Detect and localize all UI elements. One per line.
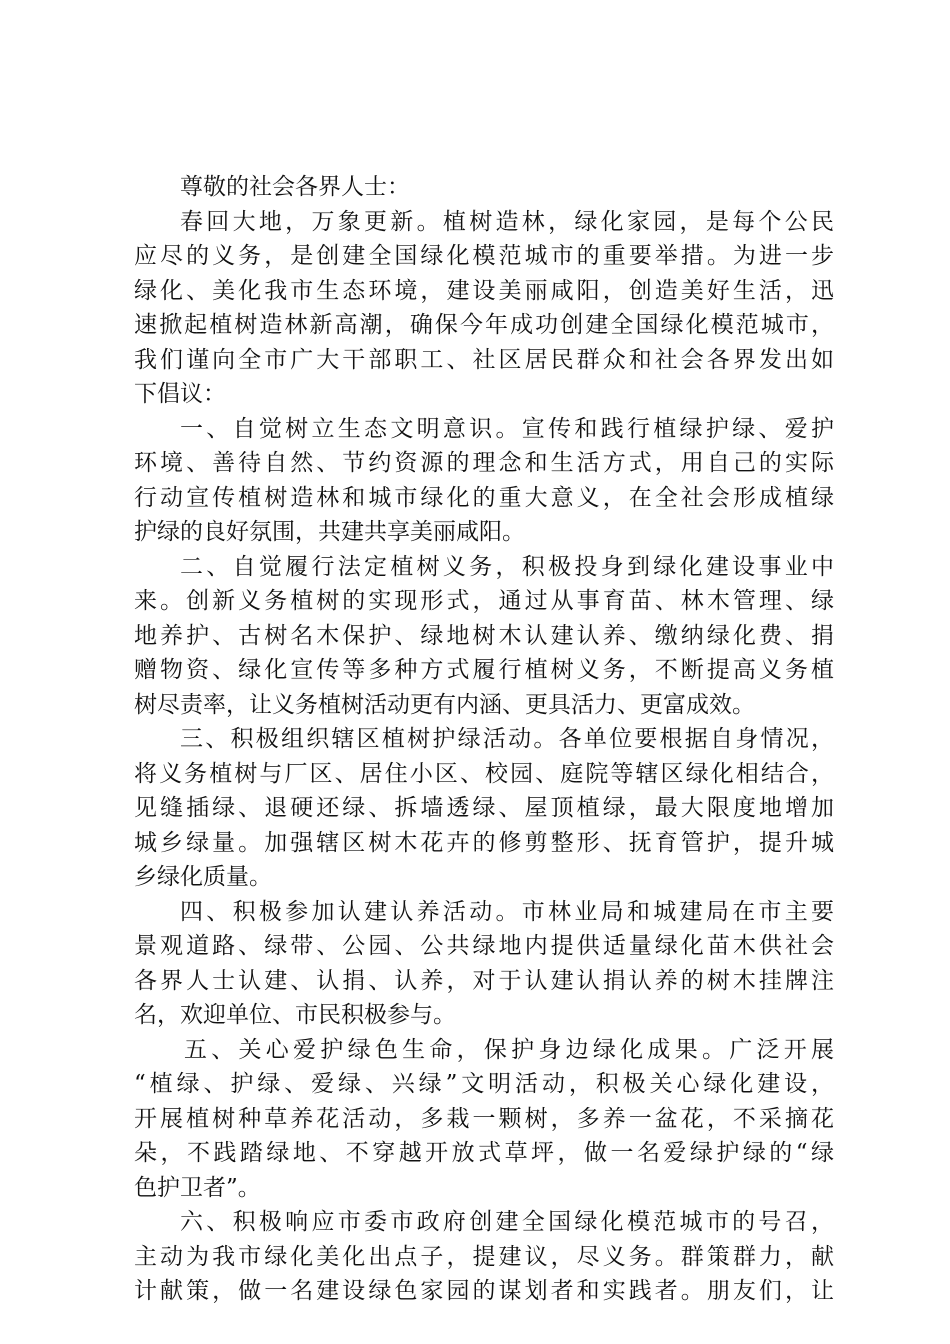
text-line: 见缝插绿、退硬还绿、拆墙透绿、屋顶植绿，最大限度地增加 (134, 795, 834, 821)
text-line: 五、关心爱护绿色生命，保护身边绿化成果。广泛开展 (184, 1036, 834, 1063)
text-line: 我们谨向全市广大干部职工、社区居民群众和社会各界发出如 (134, 346, 834, 373)
text-line: 计献策，做一名建设绿色家园的谋划者和实践者。朋友们，让 (134, 1278, 834, 1304)
text-line: 一、自觉树立生态文明意识。宣传和践行植绿护绿、爱护 (180, 415, 834, 442)
paragraph-item-6 (134, 1205, 834, 1309)
text-line: “植绿、护绿、爱绿、兴绿”文明活动，积极关心绿化建设， (134, 1071, 834, 1097)
text-line: 绿化、美化我市生态环境，建设美丽咸阳，创造美好生活，迅 (134, 277, 834, 304)
text-line: 速掀起植树造林新高潮，确保今年成功创建全国绿化模范城市， (134, 312, 834, 338)
text-line: 主动为我市绿化美化出点子，提建议，尽义务。群策群力，献 (134, 1243, 834, 1270)
text-line: 名，欢迎单位、市民积极参与。 (134, 1002, 456, 1028)
text-line: 赠物资、绿化宣传等多种方式履行植树义务，不断提高义务植 (134, 657, 834, 683)
text-line: 应尽的义务，是创建全国绿化模范城市的重要举措。为进一步 (134, 243, 834, 269)
text-line: 地养护、古树名木保护、绿地树木认建认养、缴纳绿化费、捐 (134, 622, 834, 649)
text-line: 下倡议： (134, 381, 226, 407)
text-line: 开展植树种草养花活动，多栽一颗树，多养一盆花，不采摘花 (134, 1105, 834, 1132)
paragraph-item-5 (134, 1033, 834, 1206)
text-line: 二、自觉履行法定植树义务，积极投身到绿化建设事业中 (180, 553, 834, 580)
text-line: 城乡绿量。加强辖区树木花卉的修剪整形、抚育管护，提升城 (134, 829, 834, 856)
text-line: 乡绿化质量。 (134, 864, 272, 890)
text-line: 景观道路、绿带、公园、公共绿地内提供适量绿化苗木供社会 (134, 933, 834, 959)
paragraph-item-1 (134, 412, 834, 550)
paragraph-intro (134, 205, 834, 412)
paragraph-item-2 (134, 550, 834, 723)
text-line: 将义务植树与厂区、居住小区、校园、庭院等辖区绿化相结合， (134, 760, 834, 787)
text-line: 朵，不践踏绿地、不穿越开放式草坪，做一名爱绿护绿的“绿 (134, 1140, 834, 1166)
text-line: 行动宣传植树造林和城市绿化的重大意义，在全社会形成植绿 (134, 484, 834, 511)
text-line: 色护卫者”。 (134, 1174, 261, 1201)
paragraph-item-4 (134, 895, 834, 1033)
paragraph-item-3 (134, 722, 834, 895)
text-line: 环境、善待自然、节约资源的理念和生活方式，用自己的实际 (134, 450, 834, 476)
salutation: 尊敬的社会各界人士： (180, 174, 410, 200)
text-line: 春回大地，万象更新。植树造林，绿化家园，是每个公民 (180, 208, 834, 235)
text-line: 各界人士认建、认捐、认养，对于认建认捐认养的树木挂牌注 (134, 967, 834, 994)
text-line: 来。创新义务植树的实现形式，通过从事育苗、林木管理、绿 (134, 588, 834, 614)
text-line: 三、积极组织辖区植树护绿活动。各单位要根据自身情况， (180, 726, 834, 752)
text-line: 六、积极响应市委市政府创建全国绿化模范城市的号召， (180, 1209, 834, 1235)
text-line: 四、积极参加认建认养活动。市林业局和城建局在市主要 (180, 898, 834, 925)
text-line: 树尽责率，让义务植树活动更有内涵、更具活力、更富成效。 (134, 691, 755, 718)
text-line: 护绿的良好氛围，共建共享美丽咸阳。 (134, 519, 525, 545)
document-body (134, 170, 834, 1309)
